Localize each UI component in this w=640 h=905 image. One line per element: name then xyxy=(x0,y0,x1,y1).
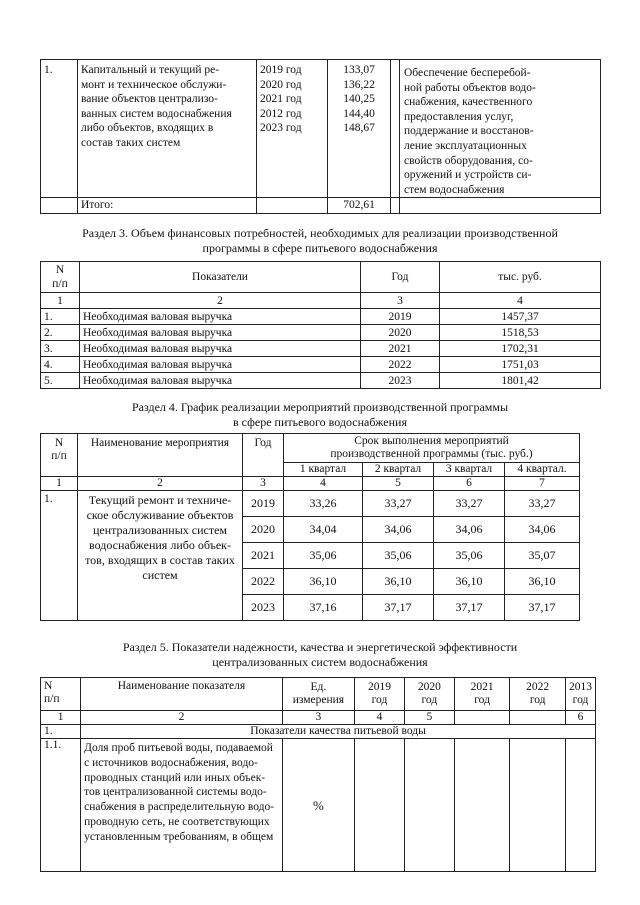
unit-header xyxy=(282,678,354,711)
table-row xyxy=(41,373,601,389)
quarter-value: 36,10 xyxy=(363,569,434,595)
column-number: 2 xyxy=(80,293,361,309)
header-text: Срок выполнения мероприятий xyxy=(354,435,509,447)
text-line: тов, входящих в состав таких xyxy=(85,553,235,567)
year-header xyxy=(510,678,566,711)
amount: 144,40 xyxy=(343,107,375,120)
amounts-cell xyxy=(328,60,391,198)
column-number xyxy=(510,711,566,725)
amount: 148,67 xyxy=(343,122,375,135)
text-line: предоставления услуг, xyxy=(404,110,514,123)
row-value: 1457,37 xyxy=(440,309,601,325)
empty-cell xyxy=(41,198,78,214)
row-year: 2023 xyxy=(361,373,440,389)
row-number: 4. xyxy=(41,357,80,373)
row-number: 2. xyxy=(41,325,80,341)
row-label: Необходимая валовая выручка xyxy=(80,357,361,373)
column-number: 6 xyxy=(434,477,505,491)
year-header xyxy=(454,678,510,711)
text-line: либо объектов, входящих в xyxy=(81,122,214,135)
quarter-value: 33,27 xyxy=(505,491,580,517)
empty-cell xyxy=(510,739,566,872)
title-line: в сфере питьевого водоснабжения xyxy=(232,415,407,429)
quarter-value: 34,06 xyxy=(363,517,434,543)
header-text: 2013 xyxy=(569,681,592,693)
header-text: год xyxy=(421,694,438,706)
text-line: вание объектов централизо- xyxy=(81,93,218,106)
column-number: 2 xyxy=(81,711,283,725)
indicators-table xyxy=(40,677,596,872)
indicator-header: Показатели xyxy=(80,262,361,293)
section3-title xyxy=(0,226,640,256)
row-number: 1. xyxy=(41,491,78,621)
row-year: 2021 xyxy=(361,341,440,357)
section5-title xyxy=(0,640,640,670)
row-number: 1. xyxy=(41,725,81,739)
quarter-value: 34,06 xyxy=(434,517,505,543)
header-text: п/п xyxy=(52,278,68,290)
total-value: 702,61 xyxy=(328,198,391,214)
num-header xyxy=(41,678,81,711)
text-line: установленным требованиям, в общем xyxy=(84,830,274,843)
header-row xyxy=(41,262,601,293)
indicator-name xyxy=(81,739,283,872)
title-line: централизованных систем водоснабжения xyxy=(212,655,428,669)
column-number: 4 xyxy=(284,477,363,491)
text-line: водоснабжения либо объек- xyxy=(88,538,232,552)
table-row xyxy=(41,341,601,357)
column-number: 4 xyxy=(355,711,405,725)
row-number: 3. xyxy=(41,341,80,357)
title-line: Раздел 5. Показатели надежности, качества и энергетической эффективности xyxy=(122,640,518,654)
empty-cell xyxy=(355,739,405,872)
text-line: Капитальный и текущий ре- xyxy=(81,64,220,76)
column-number: 1 xyxy=(41,711,81,725)
value-header: тыс. руб. xyxy=(440,262,601,293)
row-number: 1. xyxy=(41,60,78,198)
row-label: Необходимая валовая выручка xyxy=(80,373,361,389)
quarter-value: 36,10 xyxy=(505,569,580,595)
header-row xyxy=(41,678,596,711)
year-header: Год xyxy=(243,434,284,477)
name-header: Наименование показателя xyxy=(81,678,283,711)
row-year: 2022 xyxy=(361,357,440,373)
text-line: поддержание и восстанов- xyxy=(404,125,534,138)
row-value: 1702,31 xyxy=(440,341,601,357)
name-header: Наименование мероприятия xyxy=(78,434,243,477)
text-line: оружений и устройств си- xyxy=(404,169,532,182)
header-text: год xyxy=(474,694,490,706)
quarter-value: 34,04 xyxy=(284,517,363,543)
year-header: Год xyxy=(361,262,440,293)
header-text: год xyxy=(529,694,546,706)
text-line: стем водоснабжения xyxy=(404,183,505,196)
text-line: снабжения в распределительную водо- xyxy=(84,801,275,814)
column-number: 6 xyxy=(566,711,596,725)
year-header xyxy=(566,678,596,711)
colnum-row xyxy=(41,477,580,491)
header-text: N xyxy=(44,680,53,692)
column-number: 4 xyxy=(440,293,601,309)
year: 2020 год xyxy=(260,78,302,91)
row-value: 1518,53 xyxy=(440,325,601,341)
column-number: 2 xyxy=(78,477,243,491)
text-line: состав таких систем xyxy=(81,136,181,149)
quarter-value: 35,06 xyxy=(284,543,363,569)
header-text: измерения xyxy=(292,694,345,706)
years-cell xyxy=(257,60,328,198)
row-value: 1801,42 xyxy=(440,373,601,389)
text-line: ванных систем водоснабжения xyxy=(81,107,232,120)
header-text: 2021 xyxy=(470,681,494,693)
section4-title xyxy=(0,400,640,430)
row-year: 2021 xyxy=(243,543,284,569)
table-row xyxy=(41,60,601,198)
table-row xyxy=(41,309,601,325)
text-line: ление эксплуатационных xyxy=(404,139,527,152)
quarter-value: 33,27 xyxy=(363,491,434,517)
table-row xyxy=(41,739,596,872)
row-year: 2022 xyxy=(243,569,284,595)
header-text: N xyxy=(54,437,64,449)
year: 2019 год xyxy=(260,64,302,76)
quarter-value: 34,06 xyxy=(505,517,580,543)
row-year: 2019 xyxy=(243,491,284,517)
text-line: проводных станций или иных объек- xyxy=(84,771,266,784)
group-row xyxy=(41,725,596,739)
text-line: Текущий ремонт и техниче- xyxy=(88,493,232,507)
title-line: программы в сфере питьевого водоснабжения xyxy=(202,241,438,255)
column-number: 3 xyxy=(361,293,440,309)
quarter-value: 36,10 xyxy=(284,569,363,595)
quarter-header: 2 квартал xyxy=(363,463,434,477)
quarter-header: 1 квартал xyxy=(284,463,363,477)
amount: 133,07 xyxy=(343,64,375,76)
quarter-header: 3 квартал xyxy=(434,463,505,477)
year: 2021 год xyxy=(260,93,302,106)
column-number xyxy=(454,711,510,725)
row-number: 1.1. xyxy=(41,739,81,872)
title-line: Раздел 3. Объем финансовых потребностей, необходимых для реализации производственной xyxy=(82,226,558,240)
schedule-table xyxy=(40,433,580,621)
empty-cell xyxy=(400,198,601,214)
row-year: 2023 xyxy=(243,595,284,621)
empty-cell xyxy=(454,739,510,872)
header-text: п/п xyxy=(51,450,67,462)
column-number: 1 xyxy=(41,477,78,491)
year-header xyxy=(355,678,405,711)
text-line: Доля проб питьевой воды, подаваемой xyxy=(84,742,273,754)
amount: 136,22 xyxy=(343,78,375,91)
empty-cell xyxy=(257,198,328,214)
column-number: 7 xyxy=(505,477,580,491)
row-label: Необходимая валовая выручка xyxy=(80,325,361,341)
header-row xyxy=(41,434,580,463)
header-text: п/п xyxy=(44,693,60,705)
header-text: производственной программы (тыс. руб.) xyxy=(330,448,533,460)
table-row xyxy=(41,325,601,341)
text-line: ское обслуживание объектов xyxy=(86,508,234,522)
row-year: 2020 xyxy=(243,517,284,543)
activity-name xyxy=(78,491,243,621)
works-table xyxy=(40,59,601,214)
text-line: систем xyxy=(142,568,178,582)
num-header xyxy=(41,262,80,293)
column-number: 1 xyxy=(41,293,80,309)
row-number: 1. xyxy=(41,309,80,325)
header-text: 2020 xyxy=(417,681,441,693)
year-header xyxy=(404,678,454,711)
colnum-row xyxy=(41,711,596,725)
text-line: проводную сеть, не соответствующих xyxy=(84,815,270,828)
quarter-value: 36,10 xyxy=(434,569,505,595)
row-year: 2020 xyxy=(361,325,440,341)
work-name xyxy=(78,60,257,198)
row-number: 5. xyxy=(41,373,80,389)
header-text: год xyxy=(371,694,388,706)
quarter-value: 37,17 xyxy=(363,595,434,621)
text-line: централизованных систем xyxy=(92,523,228,537)
header-text: год xyxy=(572,694,589,706)
header-text: N xyxy=(55,264,65,276)
quarter-value: 37,17 xyxy=(434,595,505,621)
quarter-header: 4 квартал. xyxy=(505,463,580,477)
empty-cell xyxy=(404,739,454,872)
text-line: тов централизованной системы водо- xyxy=(84,786,267,799)
quarter-value: 37,16 xyxy=(284,595,363,621)
num-header xyxy=(41,434,78,477)
text-line: с источников водоснабжения, водо- xyxy=(84,756,258,769)
total-label: Итого: xyxy=(78,198,257,214)
quarter-value: 37,17 xyxy=(505,595,580,621)
column-number: 5 xyxy=(363,477,434,491)
amount: 140,25 xyxy=(343,93,375,106)
unit-value: % xyxy=(282,739,354,872)
empty-cell xyxy=(391,198,400,214)
row-label: Необходимая валовая выручка xyxy=(80,309,361,325)
year: 2012 год xyxy=(260,107,302,120)
quarter-value: 33,27 xyxy=(434,491,505,517)
table-row xyxy=(41,357,601,373)
quarter-value: 33,26 xyxy=(284,491,363,517)
row-year: 2019 xyxy=(361,309,440,325)
text-line: Обеспечение бесперебой- xyxy=(404,67,531,79)
title-line: Раздел 4. График реализации мероприятий производственной программы xyxy=(131,400,509,414)
column-number: 3 xyxy=(282,711,354,725)
financial-needs-table xyxy=(40,261,601,389)
row-label: Необходимая валовая выручка xyxy=(80,341,361,357)
quarter-value: 35,06 xyxy=(363,543,434,569)
quarter-value: 35,07 xyxy=(505,543,580,569)
text-line: снабжения, качественного xyxy=(404,96,533,109)
header-text: 2022 xyxy=(526,681,550,693)
column-number: 5 xyxy=(404,711,454,725)
table-row xyxy=(41,491,580,517)
text-line: свойств оборудования, со- xyxy=(404,154,533,167)
empty-cell xyxy=(566,739,596,872)
total-row xyxy=(41,198,601,214)
quarter-value: 35,06 xyxy=(434,543,505,569)
text-line: ной работы объектов водо- xyxy=(404,81,536,94)
header-text: 2019 xyxy=(367,681,391,693)
year: 2023 год xyxy=(260,122,302,135)
expected-result xyxy=(400,60,601,198)
header-text: Ед. xyxy=(310,681,327,693)
empty-cell xyxy=(391,60,400,198)
colnum-row xyxy=(41,293,601,309)
text-line: монт и техническое обслужи- xyxy=(81,78,227,91)
group-label: Показатели качества питьевой воды xyxy=(81,725,596,739)
row-value: 1751,03 xyxy=(440,357,601,373)
term-header xyxy=(284,434,580,463)
column-number: 3 xyxy=(243,477,284,491)
